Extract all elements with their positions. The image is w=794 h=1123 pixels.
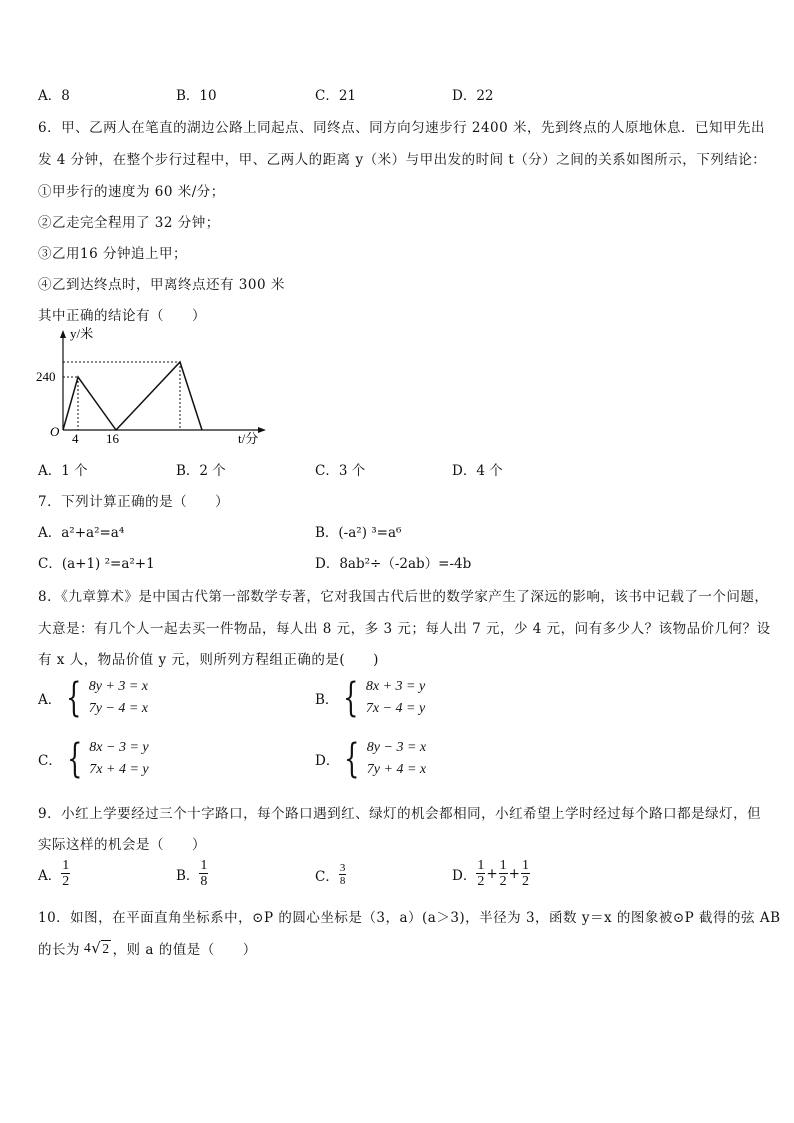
denominator: 2	[477, 874, 485, 889]
equation-2: 7x − 4 = y	[365, 701, 426, 716]
denominator: 2	[521, 874, 529, 889]
q6-conclusion-1: ①甲步行的速度为 60 米/分；	[38, 184, 225, 200]
q10-stem-line1: 10．如图，在平面直角坐标系中，⊙P 的圆心坐标是（3，a）(a＞3)，半径为 3，函数 y＝x 的图象被⊙P 截得的弦 AB	[38, 910, 781, 926]
q6-conclusion-2: ②乙走完全程用了 32 分钟；	[38, 215, 220, 231]
q7-option-b: B．(-a²) ³=a⁶	[315, 525, 402, 541]
equation-2: 7y + 4 = x	[366, 762, 427, 777]
distance-curve	[63, 362, 202, 430]
q8-option-c	[38, 736, 149, 782]
brace-icon: {	[344, 736, 360, 782]
fraction	[199, 858, 208, 889]
q7-option-a: A．a²+a²=a⁴	[38, 525, 125, 541]
numerator: 1	[499, 858, 507, 873]
fraction	[521, 858, 530, 889]
sqrt-icon: √	[91, 939, 102, 957]
equation-1: 8y + 3 = x	[88, 679, 149, 694]
q9-stem-line1: 9．小红上学要经过三个十字路口，每个路口遇到红、绿灯的机会都相同，小红希望上学时经过每个路口都是绿灯，但	[38, 806, 762, 822]
x-tick-16: 16	[106, 431, 119, 446]
q6-stem-line2: 发 4 分钟，在整个步行过程中，甲、乙两人的距离 y（米）与甲出发的时间 t（分）之间的关系如图所示，下列结论：	[38, 152, 767, 168]
fraction	[61, 858, 70, 889]
q8-stem-line2: 大意是：有几个人一起去买一件物品，每人出 8 元，多 3 元；每人出 7 元，少 4 元，问有多少人？该物品价几何？设	[38, 621, 771, 637]
x-axis-label: t/分	[238, 431, 259, 446]
q10-text-post: ，则 a 的值是（ ）	[112, 942, 257, 958]
equation-2: 7x + 4 = y	[89, 762, 149, 777]
option-label: D．	[315, 753, 340, 769]
denominator: 8	[339, 875, 346, 887]
option-label: A．	[38, 867, 62, 884]
q6-option-a: A．1 个	[38, 463, 88, 479]
q7-option-c: C．(a+1) ²=a²+1	[38, 556, 155, 572]
plus-sign: +	[508, 865, 520, 882]
fraction	[499, 858, 508, 889]
x-axis-arrow	[258, 427, 266, 433]
plus-sign: +	[486, 865, 498, 882]
q6-distance-time-graph	[30, 322, 270, 450]
numerator: 1	[477, 858, 485, 873]
q7-stem: 7．下列计算正确的是（ ）	[38, 494, 230, 510]
brace-icon: {	[66, 675, 82, 721]
denominator: 8	[200, 874, 208, 889]
option-label: D．	[452, 867, 477, 884]
q10-stem-line2	[38, 938, 257, 958]
numerator: 1	[200, 858, 208, 873]
q9-option-d	[452, 858, 530, 889]
radicand: 2	[102, 940, 110, 956]
y-axis-label: y/米	[70, 326, 94, 341]
q8-stem-line3: 有 x 人，物品价值 y 元，则所列方程组正确的是( )	[38, 652, 379, 668]
q8-stem-line1: 8．《九章算术》是中国古代第一部数学专著，它对我国古代后世的数学家产生了深远的影响，该书中记载了一个问题，	[38, 589, 769, 605]
q9-option-b	[176, 858, 208, 889]
q6-option-b: B．2 个	[176, 463, 226, 479]
brace-icon: {	[66, 736, 83, 782]
equation-1: 8x + 3 = y	[365, 679, 426, 694]
equation-2: 7y − 4 = x	[88, 701, 149, 716]
y-axis-arrow	[60, 330, 66, 338]
q8-option-d	[315, 736, 427, 782]
q6-option-d: D．4 个	[452, 463, 503, 479]
fraction	[476, 858, 485, 889]
fraction	[339, 862, 347, 887]
q9-option-a	[38, 858, 70, 889]
q5-option-c: C．21	[315, 88, 357, 104]
numerator: 1	[62, 858, 70, 873]
equation-1: 8x − 3 = y	[89, 740, 149, 755]
q6-option-c: C．3 个	[315, 463, 366, 479]
q9-option-c	[315, 862, 346, 887]
denominator: 2	[62, 874, 70, 889]
option-label: C．	[315, 868, 339, 885]
y-tick-240: 240	[36, 369, 56, 384]
radical-coefficient: 4	[84, 940, 92, 955]
q8-option-b	[315, 675, 426, 721]
equation-1: 8y − 3 = x	[366, 740, 427, 755]
x-tick-4: 4	[72, 431, 79, 446]
q5-option-d: D．22	[452, 88, 494, 104]
numerator: 3	[339, 862, 346, 874]
brace-icon: {	[343, 675, 359, 721]
q6-conclusion-3: ③乙用16 分钟追上甲；	[38, 246, 187, 262]
q7-option-d: D．8ab²÷（-2ab）=-4b	[315, 556, 472, 572]
option-label: B．	[315, 692, 339, 708]
option-label: A．	[38, 692, 62, 708]
q8-option-a	[38, 675, 149, 721]
q5-option-a: A．8	[38, 88, 70, 104]
q6-stem-line1: 6．甲、乙两人在笔直的湖边公路上同起点、同终点、同方向匀速步行 2400 米，先到终点的人原地休息．已知甲先出	[38, 120, 766, 136]
q5-option-b: B．10	[176, 88, 217, 104]
denominator: 2	[499, 874, 507, 889]
option-label: B．	[176, 867, 200, 884]
option-label: C．	[38, 753, 62, 769]
q10-text-pre: 的长为	[38, 942, 80, 958]
q6-prompt: 其中正确的结论有（ ）	[38, 308, 206, 324]
q9-stem-line2: 实际这样的机会是（ ）	[38, 837, 206, 853]
numerator: 1	[521, 858, 529, 873]
origin-label: O	[50, 424, 60, 439]
q6-conclusion-4: ④乙到达终点时，甲离终点还有 300 米	[38, 277, 285, 293]
